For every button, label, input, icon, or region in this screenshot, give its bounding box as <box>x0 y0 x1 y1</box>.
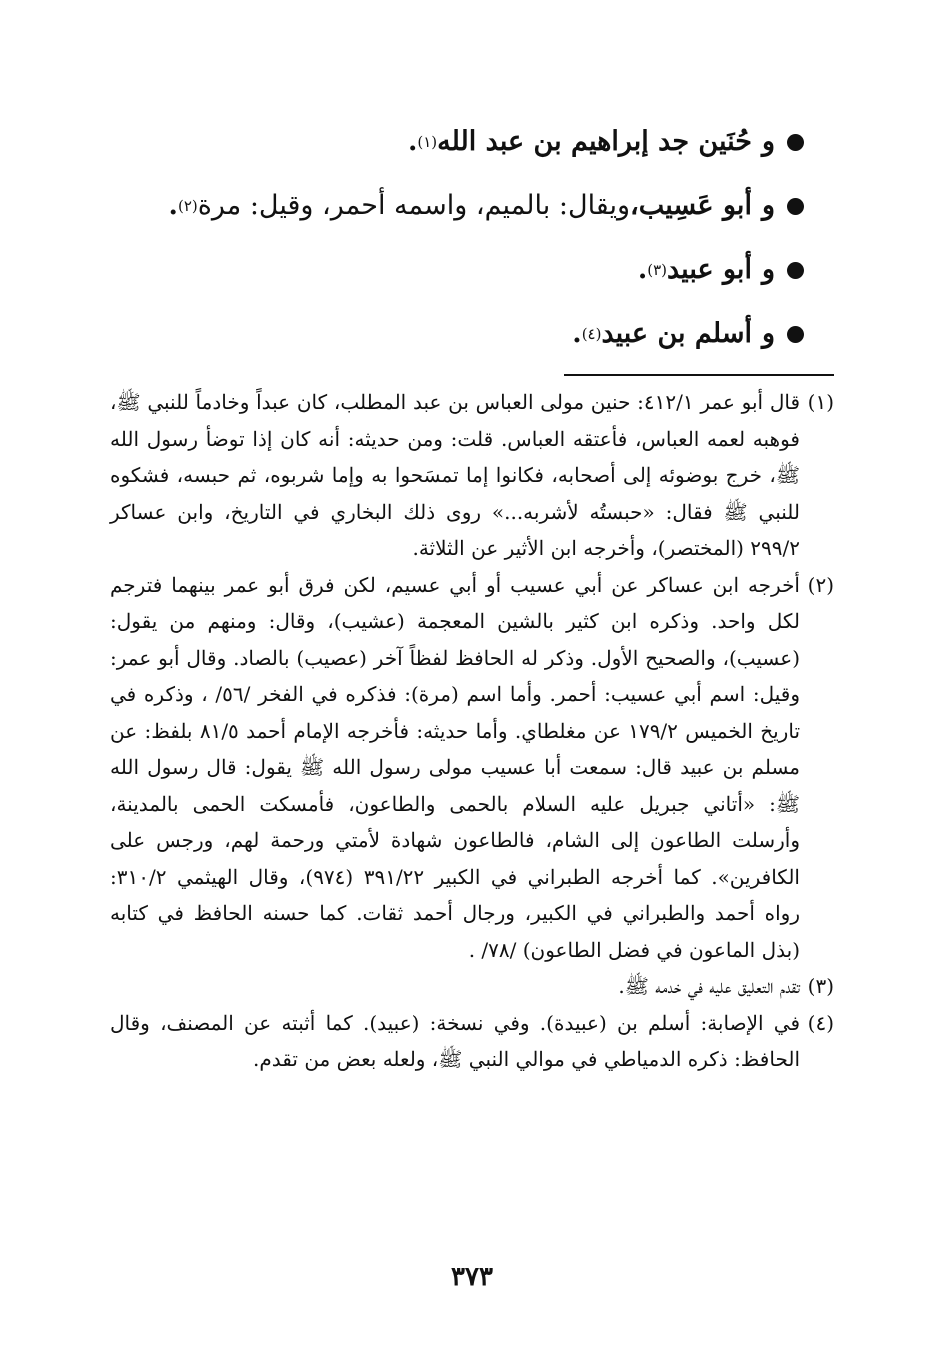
name-entry <box>110 110 834 174</box>
entry-name: أسلم بن عبيد <box>601 317 752 349</box>
bullet-icon <box>787 198 804 215</box>
footnote-item <box>110 384 834 567</box>
entry-period: . <box>407 125 418 157</box>
footnote-number: (١) <box>807 390 834 414</box>
name-entry <box>110 174 834 238</box>
footnotes-list <box>110 384 834 1078</box>
footnote-text: قال أبو عمر ٤١٢/١: حنين مولى العباس بن عبد المطلب، كان عبداً وخادماً للنبي ﷺ، فوهبه لعمه العباس، فأعتقه العباس. قلت: ومن حديثه: أنه كان إذا توضأ رسول الله ﷺ، خرج بوضوئه إلى أصحابه، فكانوا إما تمسَحوا به وإما شربوه، ثم حبسه، فشكوه للنبي ﷺ فقال: «حبستُه لأشربه...» روى ذلك البخاري في التاريخ، وابن عساكر ٢٩٩/٢ (المختصر)، وأخرجه ابن الأثير عن الثلاثة. <box>110 390 801 560</box>
entry-conjunction: و <box>761 317 775 349</box>
footnote-divider <box>564 374 834 376</box>
footnote-item <box>110 567 834 969</box>
entry-name: أبو عَسِيب، <box>630 189 752 221</box>
entry-conjunction: و <box>761 189 775 221</box>
entry-conjunction: و <box>761 253 775 285</box>
footnote-number: (٢) <box>807 572 834 597</box>
bullet-icon <box>787 262 804 279</box>
footnote-reference[interactable]: (٤) <box>581 325 602 343</box>
name-entry <box>110 302 834 366</box>
footnote-item <box>110 1005 834 1078</box>
entry-conjunction: و <box>761 125 775 157</box>
footnote-number: (٤) <box>807 1010 834 1035</box>
entry-period: . <box>572 317 582 349</box>
entry-name: أبو عبيد <box>667 253 752 285</box>
name-entry <box>110 238 834 302</box>
footnote-reference[interactable]: (١) <box>417 133 438 151</box>
footnote-number: (٣) <box>807 974 834 998</box>
page-number: ٣٧٣ <box>451 1262 493 1292</box>
footnote-text: في الإصابة: أسلم بن (عبيدة). وفي نسخة: (عبيد). كما أثبته عن المصنف، وقال الحافظ: ذكره الدمياطي في موالي النبي ﷺ، ولعله بعض من تقدم. <box>110 1010 800 1071</box>
footnote-text: تقدم التعليق عليه في خدمه ﷺ. <box>618 974 800 998</box>
footnote-reference[interactable]: (٣) <box>647 261 667 279</box>
bullet-icon <box>787 134 804 151</box>
footnote-item <box>110 968 834 1005</box>
footnote-reference[interactable]: (٢) <box>177 197 198 215</box>
entry-period: . <box>168 189 178 221</box>
entry-name: حُنَين جد إبراهيم بن عبد الله <box>437 125 752 157</box>
footnote-text: أخرجه ابن عساكر عن أبي عسيب أو أبي عسيم، لكن فرق أبو عمر بينهما فترجم لكل واحد. وذكره ابن كثير بالشين المعجمة (عشيب)، وقال: ومنهم من يقول: (عسيب)، والصحيح الأول. وذكر له الحافظ لفظاً آخر (عصيب) بالصاد. وقال أبو عمر: وقيل: اسم أبي عسيب: أحمر. وأما اسم (مرة): فذكره في الفخر /٥٦/ ، وذكره في تاريخ الخميس ١٧٩/٢ عن مغلطاي. وأما حديثه: فأخرجه الإمام أحمد ٨١/٥ بلفظ: عن مسلم بن عبيد قال: سمعت أبا عسيب مولى رسول الله ﷺ يقول: قال رسول الله ﷺ: «أتاني جبريل عليه السلام بالحمى والطاعون، فأمسكت الحمى بالمدينة، وأرسلت الطاعون إلى الشام، فالطاعون شهادة لأمتي ورحمة لهم، ورجس على الكافرين». كما أخرجه الطبراني في الكبير ٣٩١/٢٢ (٩٧٤)، وقال الهيثمي ٣١٠/٢: رواه أحمد والطبراني في الكبير، ورجال أحمد ثقات. كما حسنه الحافظ في كتابه (بذل الماعون في فضل الطاعون) /٧٨/ . <box>110 572 801 962</box>
entry-period: . <box>637 253 648 285</box>
entry-description: ويقال: بالميم، واسمه أحمر، وقيل: مرة <box>197 189 631 221</box>
bullet-icon <box>787 326 804 343</box>
name-entries-list <box>110 110 834 366</box>
